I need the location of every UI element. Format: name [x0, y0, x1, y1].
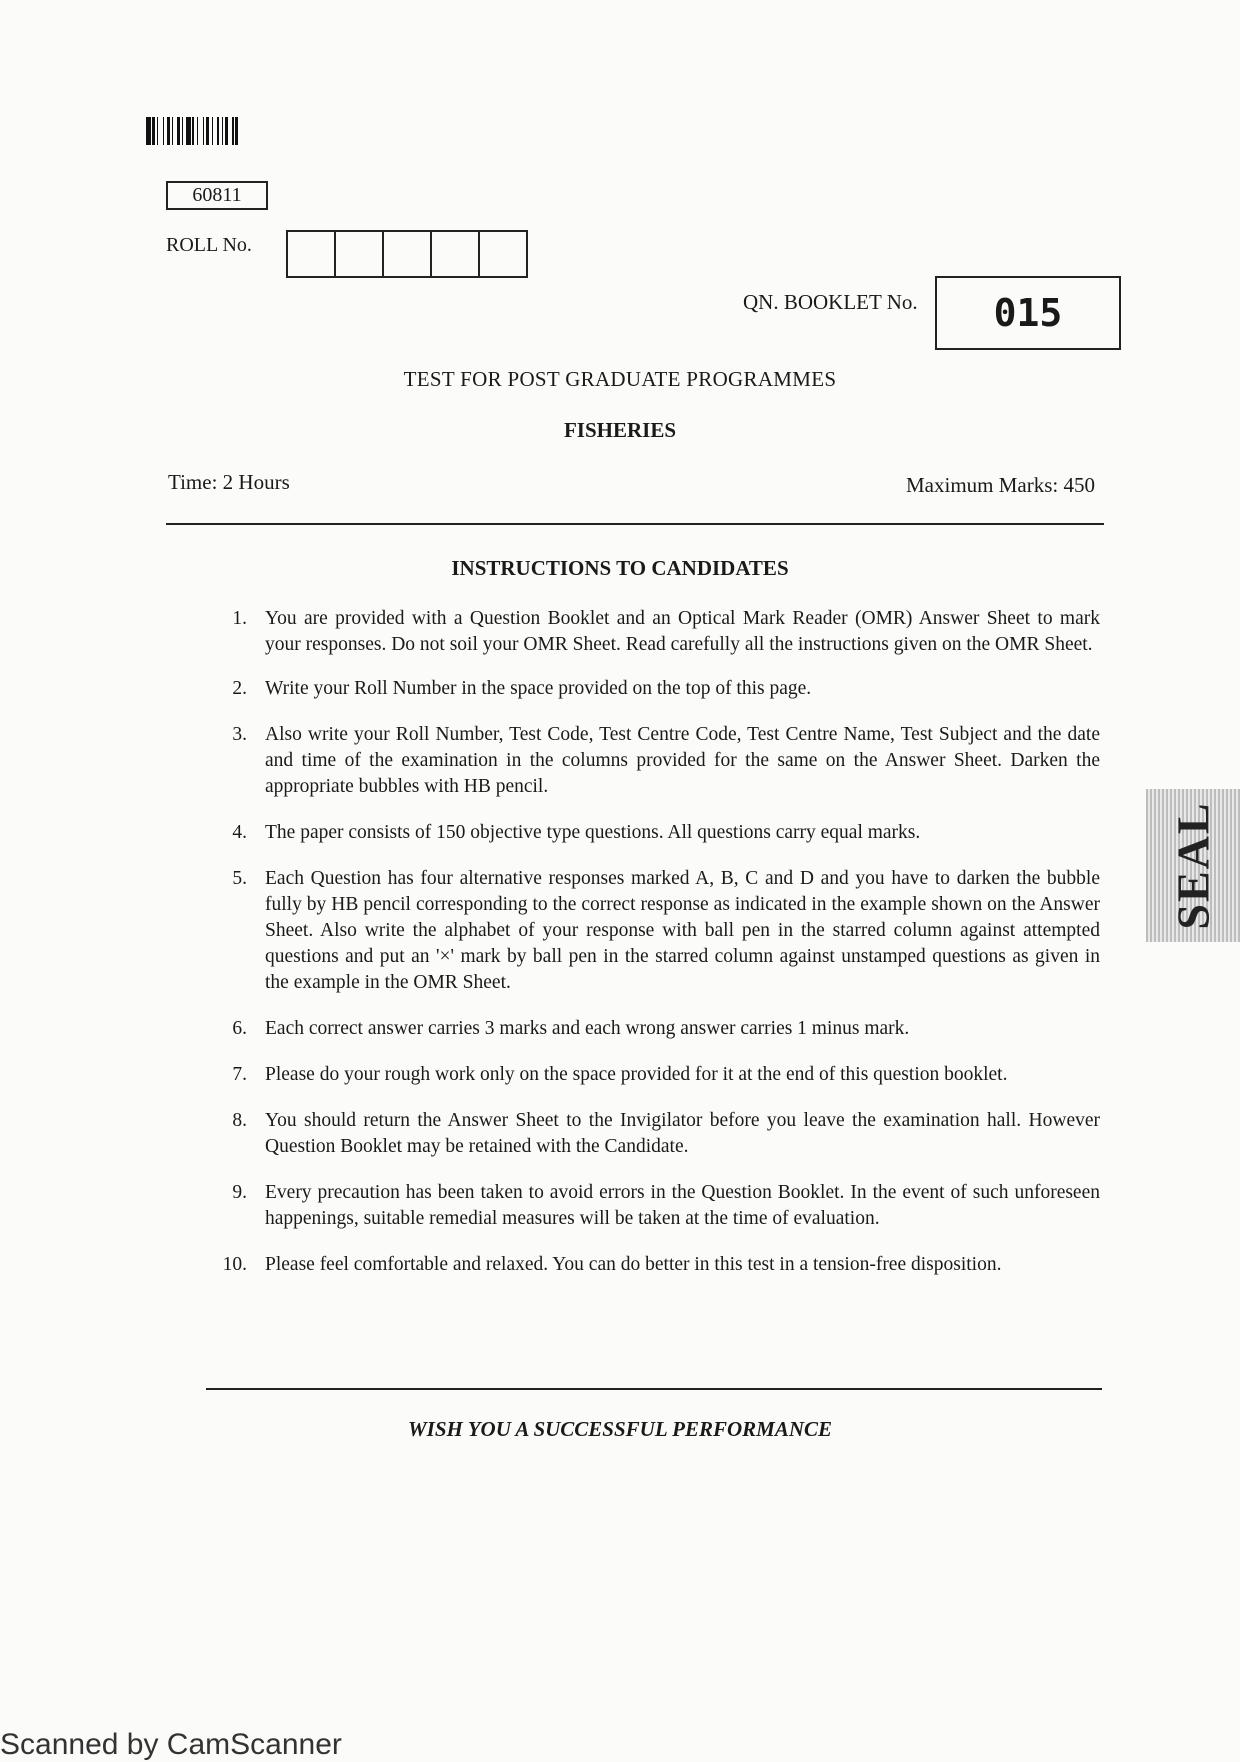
instruction-item: 6. Each correct answer carries 3 marks and each wrong answer carries 1 minus mark.: [232, 1018, 910, 1039]
barcode-bar: [206, 117, 209, 145]
barcode-bar: [177, 117, 180, 145]
roll-digit-box[interactable]: [288, 232, 336, 276]
barcode-bar: [182, 117, 184, 145]
barcode-bar: [225, 117, 228, 145]
instruction-item: 8. You should return the Answer Sheet to the Invigilator before you leave the examination hall. However Question Booklet may be retained with the Candidate.: [232, 1110, 1100, 1157]
instruction-item: 1. You are provided with a Question Booklet and an Optical Mark Reader (OMR) Answer Sheet to mark your responses. Do not soil your OMR Sheet. Read carefully all the instructions given on the OMR Sheet.: [232, 608, 1100, 655]
maximum-marks: Maximum Marks: 450: [906, 473, 1095, 497]
roll-digit-box[interactable]: [432, 232, 480, 276]
barcode-bar: [186, 117, 191, 145]
barcode-bar: [163, 117, 165, 145]
time-allowed: Time: 2 Hours: [168, 470, 290, 494]
divider-top: [166, 523, 1104, 525]
roll-number-label: ROLL No.: [166, 234, 252, 256]
barcode-bar: [192, 117, 194, 145]
barcode-bar: [172, 117, 174, 145]
barcode-bar: [212, 117, 214, 145]
roll-number-boxes[interactable]: [286, 230, 528, 278]
instruction-item: 2. Write your Roll Number in the space provided on the top of this page.: [232, 678, 812, 699]
barcode: [146, 117, 306, 145]
barcode-bar: [235, 117, 238, 145]
roll-digit-box[interactable]: [384, 232, 432, 276]
divider-bottom: [206, 1388, 1102, 1390]
seal-stamp: [1146, 789, 1240, 942]
test-code-box: 60811: [166, 181, 268, 210]
barcode-bar: [152, 117, 155, 145]
closing-message: WISH YOU A SUCCESSFUL PERFORMANCE: [407, 1417, 833, 1441]
instruction-item: 4. The paper consists of 150 objective type questions. All questions carry equal marks.: [232, 822, 921, 843]
barcode-bar: [203, 117, 205, 145]
roll-digit-box[interactable]: [336, 232, 384, 276]
subject-title: FISHERIES: [563, 418, 677, 442]
roll-digit-box[interactable]: [480, 232, 526, 276]
instruction-item: 7. Please do your rough work only on the space provided for it at the end of this question booklet.: [232, 1064, 1008, 1085]
test-title: TEST FOR POST GRADUATE PROGRAMMES: [403, 367, 837, 391]
seal-label: SEAL: [1167, 801, 1219, 930]
instruction-item: 10. Please feel comfortable and relaxed. You can do better in this test in a tension-free disposition.: [222, 1254, 1002, 1275]
barcode-bar: [222, 117, 224, 145]
instructions-list: [195, 606, 1100, 1278]
instructions-title: INSTRUCTIONS TO CANDIDATES: [451, 556, 789, 580]
booklet-number-box: 015: [935, 276, 1121, 350]
barcode-bar: [157, 117, 159, 145]
booklet-number-label: QN. BOOKLET No.: [743, 290, 918, 314]
instruction-item: 5. Each Question has four alternative responses marked A, B, C and D and you have to darken the bubble fully by HB pencil corresponding to the correct response as indicated in the example shown on the Answer Sheet. Also write the alphabet of your response with ball pen in the starred column against attempted questions and put an '×' mark by ball pen in the starred column against unstamped questions as given in the example in the OMR Sheet.: [232, 868, 1100, 993]
instruction-item: 3. Also write your Roll Number, Test Code, Test Centre Code, Test Centre Name, Test Subject and the date and time of the examination in the columns provided for the same on the Answer Sheet. Darken the appropriate bubbles with HB pencil.: [232, 724, 1100, 797]
barcode-bar: [217, 117, 219, 145]
barcode-bar: [197, 117, 199, 145]
scanner-watermark: Scanned by CamScanner: [0, 1728, 342, 1761]
barcode-bar: [232, 117, 234, 145]
barcode-bar: [146, 117, 151, 145]
barcode-bar: [167, 117, 170, 145]
instruction-item: 9. Every precaution has been taken to avoid errors in the Question Booklet. In the event of such unforeseen happenings, suitable remedial measures will be taken at the time of evaluation.: [232, 1182, 1100, 1229]
